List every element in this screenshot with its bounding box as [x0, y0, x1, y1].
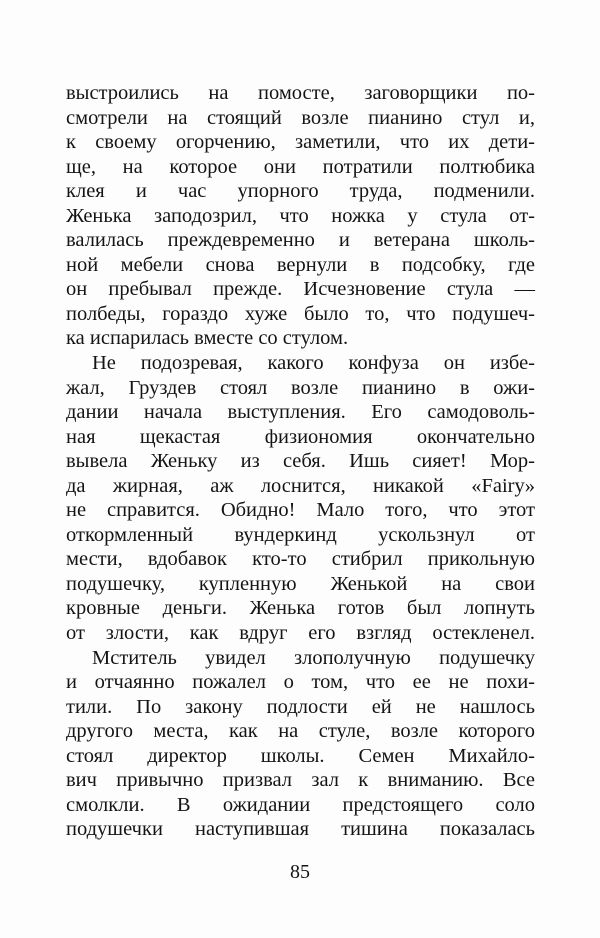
text-line: ще, на которое они потратили полтюбика: [66, 155, 535, 178]
paragraph-start-line: Мститель увидел злополучную подушечку: [92, 646, 535, 669]
page-number: 85: [290, 861, 310, 883]
text-line: жал, Груздев стоял возле пианино в ожи-: [66, 376, 535, 399]
text-line: тили. По закону подлости ей не нашлось: [66, 695, 535, 718]
text-line: другого места, как на стуле, возле которого: [66, 720, 535, 743]
text-line: мести, вдобавок кто-то стибрил прикольную: [66, 548, 535, 571]
text-line: выстроились на помосте, заговорщики по-: [66, 82, 535, 104]
text-line: и отчаянно пожалел о том, что ее не похи-: [66, 671, 535, 694]
text-line: от злости, как вдруг его взгляд остекленел.: [66, 622, 535, 645]
text-line: валилась преждевременно и ветерана школь-: [66, 229, 535, 252]
text-line: к своему огорчению, заметили, что их дети-: [66, 131, 535, 154]
text-line: ка испарилась вместе со стулом.: [66, 327, 349, 350]
text-line: ная щекастая физиономия окончательно: [66, 425, 535, 448]
text-line: откормленный вундеркинд ускользнул от: [66, 523, 535, 546]
text-line: дании начала выступления. Его самодоволь-: [66, 401, 535, 424]
text-line: не справится. Обидно! Мало того, что этот: [66, 499, 535, 522]
text-line: смотрели на стоящий возле пианино стул и,: [66, 106, 535, 129]
text-line: подушечку, купленную Женькой на свои: [66, 572, 535, 595]
text-line: подушечки наступившая тишина показалась: [66, 818, 535, 841]
text-line: полбеды, гораздо хуже было то, что подушеч-: [66, 302, 535, 325]
text-line: Женька заподозрил, что ножка у стула от-: [66, 204, 535, 227]
text-line: вывела Женьку из себя. Ишь сияет! Мор-: [66, 450, 535, 473]
text-line: кровные деньги. Женька готов был лопнуть: [66, 597, 535, 620]
text-line: он пребывал прежде. Исчезновение стула —: [66, 278, 535, 301]
text-line: стоял директор школы. Семен Михайло-: [66, 744, 535, 767]
text-line: да жирная, аж лоснится, никакой «Fairy»: [66, 474, 535, 497]
page-body-text: [66, 81, 535, 842]
text-line: смолкли. В ожидании предстоящего соло: [66, 793, 535, 816]
text-line: клея и час упорного труда, подменили.: [66, 180, 535, 203]
paragraph-start-line: Не подозревая, какого конфуза он избе-: [92, 352, 535, 375]
text-line: ной мебели снова вернули в подсобку, где: [66, 253, 535, 276]
text-line: вич привычно призвал зал к вниманию. Все: [66, 769, 535, 792]
